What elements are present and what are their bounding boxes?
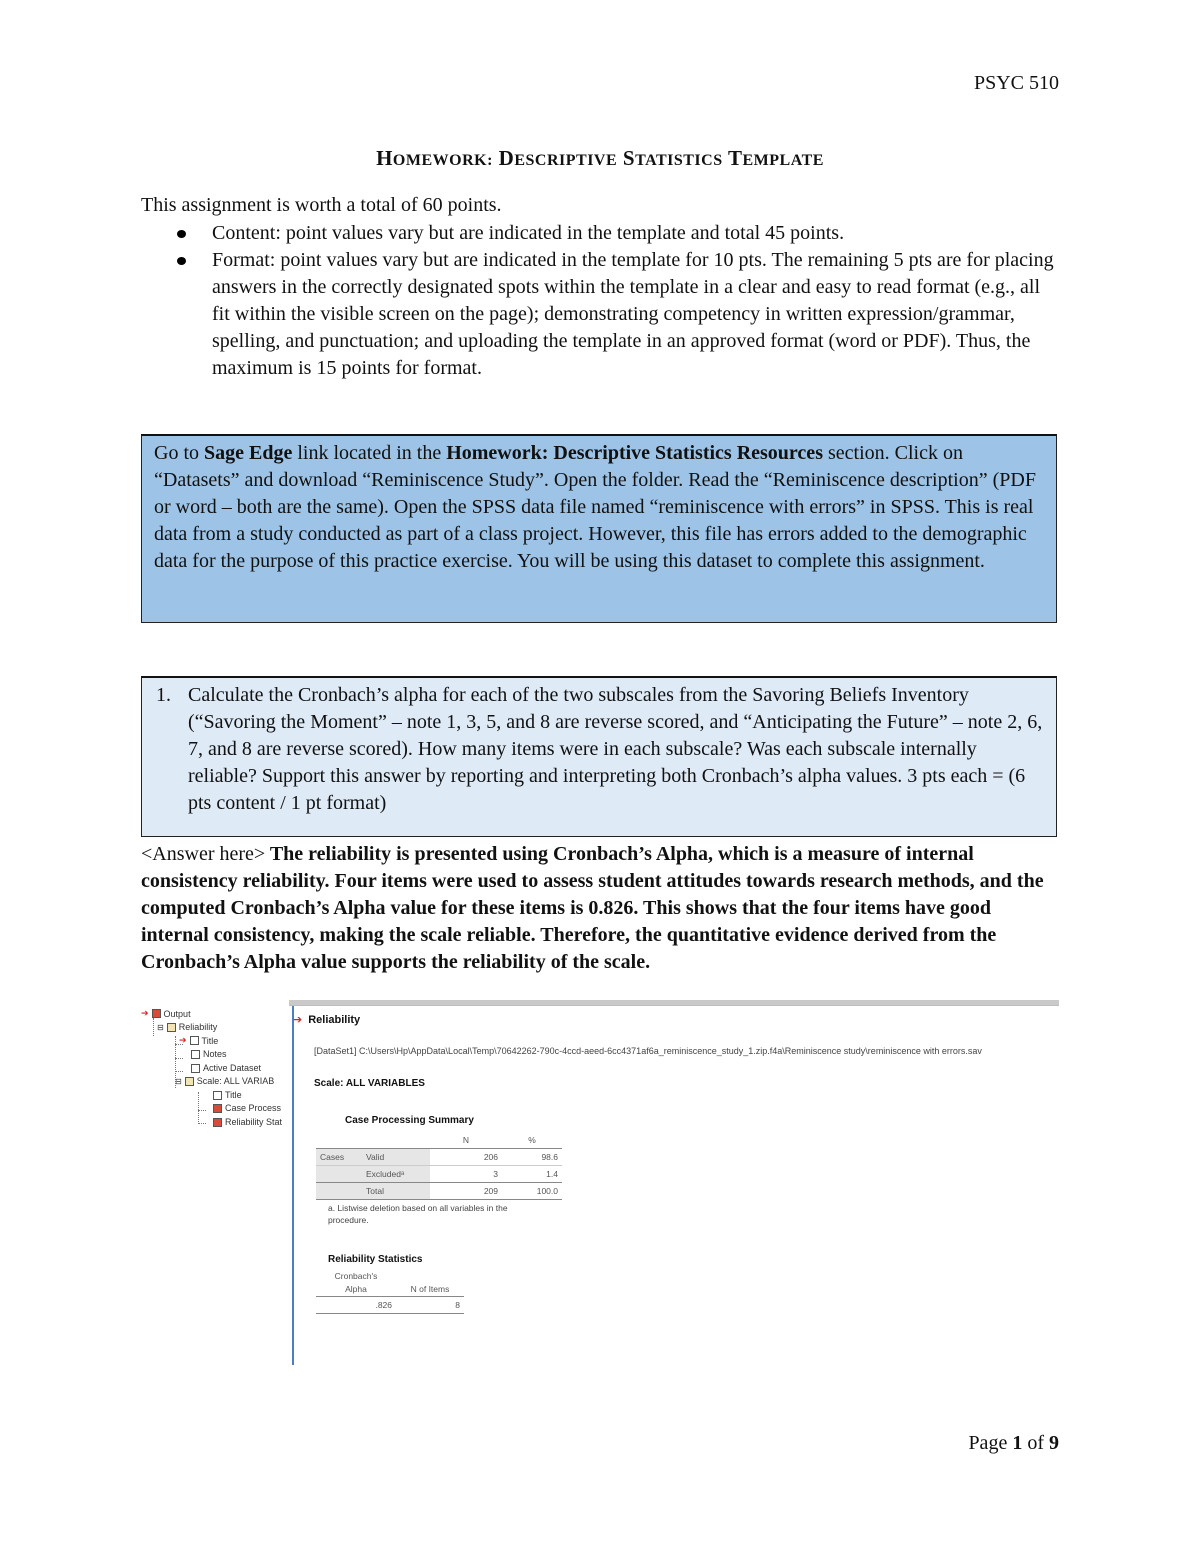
table-header-row <box>316 1282 464 1297</box>
pane-splitter[interactable] <box>292 1006 294 1365</box>
cell-pct: 98.6 <box>541 1152 558 1162</box>
tree-node-scale[interactable] <box>175 1076 274 1086</box>
spss-output-screenshot <box>137 1000 1059 1365</box>
title-icon <box>190 1036 199 1045</box>
tree-label: Active Dataset <box>203 1063 262 1073</box>
tree-label: Case Process <box>225 1103 282 1113</box>
table-row <box>316 1149 562 1166</box>
col-n: N <box>462 1135 470 1145</box>
question-text: Calculate the Cronbach’s alpha for each of the two subscales from the Savoring Beliefs Inventory (“Savoring the Moment” – note 1, 3, 5, and 8 are reverse scored, and “Anticipating the Future” – note 2, 6, 7, and 8 are reverse scored). How many items were in each subscale? Was each subscale internally reliable? Support this answer by reporting and interpreting both Cronbach’s alpha values. 3 pts each = (6 pts content / 1 pt format) <box>188 684 1043 814</box>
table-row <box>316 1297 464 1314</box>
notes-icon <box>191 1050 200 1059</box>
table-icon <box>213 1118 222 1127</box>
output-icon <box>152 1009 161 1018</box>
of-label: of <box>1022 1432 1049 1454</box>
tree-connector <box>198 1123 206 1124</box>
tree-label: Title <box>225 1090 242 1100</box>
instr-text-2: link located in the <box>292 442 447 464</box>
cell-items: 8 <box>455 1300 460 1310</box>
tree-node-case-processing[interactable] <box>213 1103 281 1113</box>
tree-label: Output <box>163 1008 191 1019</box>
answer-lead: <Answer here> <box>141 843 266 865</box>
question-number: 1. <box>156 684 171 706</box>
tree-label: Notes <box>203 1049 227 1059</box>
tree-node-title[interactable] <box>179 1035 218 1046</box>
tree-node-scale-title[interactable] <box>213 1090 242 1100</box>
dataset-icon <box>191 1064 200 1073</box>
answer-block <box>141 841 1057 976</box>
page-title <box>0 146 1200 171</box>
answer-text: The reliability is presented using Cronbach’s Alpha, which is a measure of internal consistency reliability. Four items were used to assess student attitudes towards research methods, and the computed Cronbach’s Alpha value for these items is 0.826. This shows that the four items have good internal consistency, making the scale reliable. Therefore, the quantitative evidence derived from the Cronbach’s Alpha value supports the reliability of the scale. <box>141 843 1044 973</box>
dataset-path: [DataSet1] C:\Users\Hp\AppData\Local\Temp\70642262-790c-4ccd-aeed-6cc4371af6a_reminiscence_study_1.zip.f4a\Reminiscence study\reminiscence with errors.sav <box>314 1046 982 1056</box>
tree-connector <box>153 1018 154 1036</box>
title-w4-rest: EMPLATE <box>742 152 824 169</box>
toolbar-divider <box>289 1005 1059 1006</box>
instr-text-3: section. Click on “Datasets” and download “Reminiscence Study”. Open the folder. Read the “Reminiscence description” (PDF or word – both are the same). Open the SPSS data file named “reminiscence with errors” in SPSS. This is real data from a study conducted as part of a class project. However, this file has errors added to the demographic data for the purpose of this practice exercise. You will be using this dataset to complete this assignment. <box>154 442 1036 572</box>
list-item-text: Content: point values vary but are indicated in the template and total 45 points. <box>212 222 845 244</box>
bullet-icon <box>177 257 186 265</box>
page-total: 9 <box>1049 1432 1059 1454</box>
bullet-icon <box>177 230 186 238</box>
row-label: Excludedᵃ <box>362 1166 430 1183</box>
reliability-stats-table <box>316 1270 464 1314</box>
tree-label: Reliability <box>178 1022 218 1032</box>
list-item-text: Format: point values vary but are indicated in the template for 10 pts. The remaining 5 pts are for placing answers in the correctly designated spots within the template in a clear and easy to read format (e.g., all fit within the visible screen on the page); demonstrating competency in written expression/grammar, spelling, and punctuation; and uploading the template in an approved format (word or PDF). Thus, the maximum is 15 points for format. <box>212 249 1054 379</box>
table-row <box>316 1166 562 1183</box>
tree-connector <box>175 1071 183 1072</box>
col-alpha-a: Cronbach's <box>334 1271 378 1281</box>
heading-label: Reliability <box>308 1014 361 1026</box>
question-box <box>141 676 1057 837</box>
tree-connector <box>198 1110 206 1111</box>
tree-node-active-dataset[interactable] <box>191 1063 261 1073</box>
col-pct: % <box>528 1135 536 1145</box>
case-summary-footnote: a. Listwise deletion based on all variables in the procedure. <box>328 1203 508 1225</box>
table-header-row <box>316 1132 562 1149</box>
cell-n: 206 <box>483 1152 498 1162</box>
instructions-box <box>141 434 1057 623</box>
cell-n: 209 <box>483 1186 498 1196</box>
current-arrow-icon: ➔ <box>179 1035 187 1045</box>
reliability-stats-caption: Reliability Statistics <box>328 1254 423 1265</box>
table-header-row <box>316 1270 464 1282</box>
sage-edge-link-text: Sage Edge <box>204 442 293 464</box>
current-arrow-icon: ➔ <box>141 1008 149 1018</box>
collapse-icon[interactable]: ⊟ <box>175 1076 182 1086</box>
tree-node-notes[interactable] <box>191 1049 227 1059</box>
tree-label: Scale: ALL VARIAB <box>196 1076 275 1086</box>
folder-icon <box>167 1023 176 1032</box>
table-icon <box>213 1104 222 1113</box>
tree-node-reliability[interactable] <box>157 1022 217 1032</box>
tree-node-output[interactable] <box>141 1008 191 1019</box>
page-footer <box>968 1432 1059 1455</box>
scale-title: Scale: ALL VARIABLES <box>314 1078 425 1089</box>
title-w2-cap: D <box>498 146 515 170</box>
case-summary-table <box>316 1132 562 1200</box>
title-w4-cap: T <box>727 146 743 170</box>
title-w2-rest: ESCRIPTIVE <box>514 152 618 169</box>
collapse-icon[interactable]: ⊟ <box>157 1022 164 1032</box>
resources-section-text: Homework: Descriptive Statistics Resources <box>446 442 823 464</box>
group-label: Cases <box>316 1149 362 1166</box>
folder-icon <box>185 1077 194 1086</box>
col-alpha-b: Alpha <box>345 1284 367 1294</box>
current-arrow-icon: ➔ <box>293 1014 303 1026</box>
cell-pct: 100.0 <box>536 1186 558 1196</box>
title-w1-cap: H <box>376 146 393 170</box>
page-number: 1 <box>1012 1432 1023 1454</box>
tree-connector <box>175 1058 183 1059</box>
output-heading <box>293 1013 360 1026</box>
course-header: PSYC 510 <box>973 72 1059 94</box>
cell-alpha: .826 <box>375 1300 392 1310</box>
col-n-items: N of Items <box>410 1284 450 1294</box>
cell-n: 3 <box>493 1169 498 1179</box>
page-label: Page <box>968 1432 1013 1454</box>
instr-text-1: Go to <box>154 442 204 464</box>
list-item <box>168 247 1060 382</box>
tree-label: Reliability Stat <box>225 1117 283 1127</box>
intro-text: This assignment is worth a total of 60 points. <box>141 194 502 216</box>
case-summary-caption: Case Processing Summary <box>345 1115 474 1126</box>
points-list <box>168 220 1060 382</box>
title-icon <box>213 1091 222 1100</box>
tree-label: Title <box>201 1035 219 1046</box>
cell-pct: 1.4 <box>546 1169 558 1179</box>
title-w3-rest: TATISTICS <box>635 152 723 169</box>
tree-node-reliability-stats[interactable] <box>213 1117 282 1127</box>
row-label: Total <box>362 1183 430 1200</box>
title-w3-cap: S <box>622 146 636 170</box>
tree-connector <box>198 1092 199 1124</box>
title-w1-rest: OMEWORK: <box>392 152 493 169</box>
table-row <box>316 1183 562 1200</box>
list-item <box>168 220 1060 247</box>
row-label: Valid <box>362 1149 430 1166</box>
